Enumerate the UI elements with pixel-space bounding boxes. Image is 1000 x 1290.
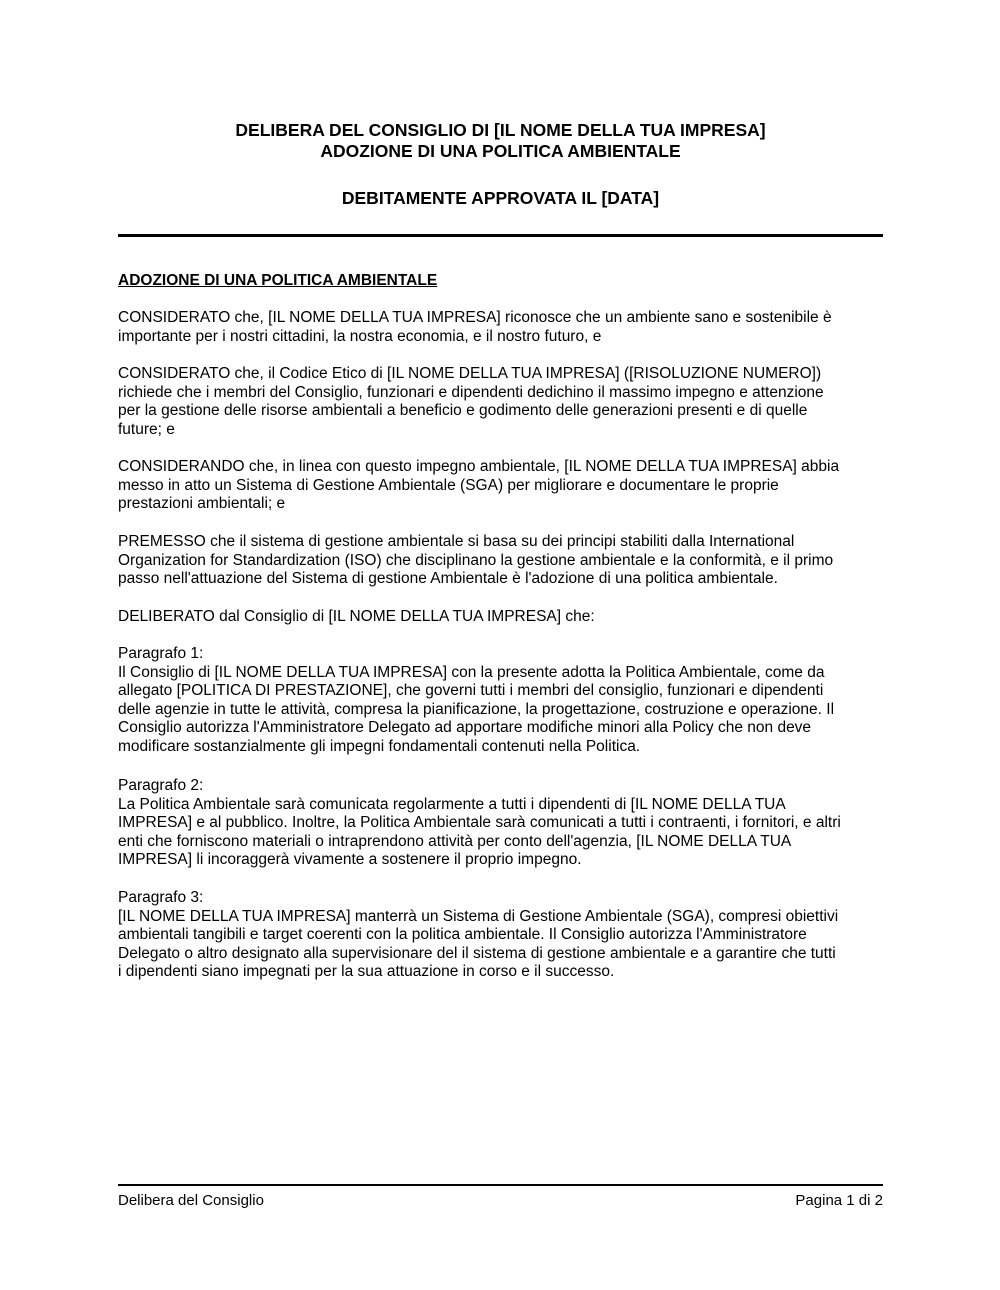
paragraph-premesso	[118, 533, 898, 589]
text-line: Il Consiglio di [IL NOME DELLA TUA IMPRESA] con la presente adotta la Politica Ambientale, come da	[118, 663, 825, 681]
section-heading: ADOZIONE DI UNA POLITICA AMBIENTALE	[118, 272, 438, 289]
text-line: [IL NOME DELLA TUA IMPRESA] manterrà un Sistema di Gestione Ambientale (SGA), compresi obiettivi	[118, 907, 839, 925]
text-line: richiede che i membri del Consiglio, funzionari e dipendenti dedichino il massimo impegno e attenzione	[118, 383, 824, 401]
text-line: passo nell'attuazione del Sistema di gestione Ambientale è l'adozione di una politica ambientale.	[118, 570, 778, 588]
text-line: future; e	[118, 420, 175, 438]
text-line: importante per i nostri cittadini, la nostra economia, e il nostro futuro, e	[118, 327, 602, 345]
text-line: CONSIDERATO che, il Codice Etico di [IL NOME DELLA TUA IMPRESA] ([RISOLUZIONE NUMERO])	[118, 365, 822, 382]
paragraph-label: Paragrafo 2:	[118, 777, 204, 794]
footer-document-name: Delibera del Consiglio	[118, 1192, 264, 1209]
text-line: Delegato o altro designato alla supervisionare del il sistema di gestione ambientale e a garantire che tutti	[118, 944, 836, 962]
text-line: modificare sostanzialmente gli impegni fondamentali contenuti nella Politica.	[118, 737, 641, 755]
paragraph-considerato-2	[118, 365, 898, 439]
text-line: allegato [POLITICA DI PRESTAZIONE], che governi tutti i membri del consiglio, funzionari e dipendenti	[118, 682, 824, 700]
text-line: La Politica Ambientale sarà comunicata regolarmente a tutti i dipendenti di [IL NOME DELLA TUA	[118, 795, 786, 813]
paragraph-label: Paragrafo 1:	[118, 645, 204, 662]
text-line: PREMESSO che il sistema di gestione ambientale si basa su dei principi stabiliti dalla International	[118, 533, 795, 550]
text-line: CONSIDERATO che, [IL NOME DELLA TUA IMPRESA] riconosce che un ambiente sano e sostenibile è	[118, 309, 832, 326]
text-line: prestazioni ambientali; e	[118, 495, 286, 513]
paragraph-paragrafo-2	[118, 777, 898, 870]
header-divider	[118, 234, 883, 237]
paragraph-deliberato	[118, 608, 898, 627]
document-title-line-2: ADOZIONE DI UNA POLITICA AMBIENTALE	[320, 141, 681, 161]
paragraph-paragrafo-1	[118, 645, 898, 757]
text-line: DELIBERATO dal Consiglio di [IL NOME DELLA TUA IMPRESA] che:	[118, 608, 595, 625]
document-title-line-1: DELIBERA DEL CONSIGLIO DI [IL NOME DELLA TUA IMPRESA]	[235, 120, 766, 140]
text-line: Consiglio autorizza l'Amministratore Delegato ad apportare modifiche minori alla Policy che non deve	[118, 719, 812, 737]
text-line: ambientali tangibili e target coerenti con la politica ambientale. Il Consiglio autorizza l'Amministratore	[118, 926, 807, 944]
text-line: delle agenzie in tutte le attività, compresa la pianificazione, la progettazione, costruzione e operazione. Il	[118, 700, 835, 718]
text-line: CONSIDERANDO che, in linea con questo impegno ambientale, [IL NOME DELLA TUA IMPRESA] abbia	[118, 458, 840, 475]
footer-divider	[118, 1184, 883, 1186]
text-line: IMPRESA] e al pubblico. Inoltre, la Politica Ambientale sarà comunicati a tutti i contraenti, i fornitori, e altri	[118, 814, 841, 832]
text-line: enti che forniscono materiali o intraprendono attività per conto dell'agenzia, [IL NOME DELLA TUA	[118, 832, 792, 850]
footer-page-number: Pagina 1 di 2	[795, 1192, 883, 1209]
approval-date-line: DEBITAMENTE APPROVATA IL [DATA]	[341, 188, 660, 208]
paragraph-paragrafo-3	[118, 889, 898, 982]
text-line: Organization for Standardization (ISO) che disciplinano la gestione ambientale e la conformità, e il primo	[118, 551, 834, 569]
text-line: messo in atto un Sistema di Gestione Ambientale (SGA) per migliorare e documentare le proprie	[118, 476, 779, 494]
paragraph-considerando	[118, 458, 898, 514]
text-line: i dipendenti siano impegnati per la sua attuazione in corso e il successo.	[118, 963, 615, 981]
paragraph-label: Paragrafo 3:	[118, 889, 204, 906]
text-line: IMPRESA] li incoraggerà vivamente a sostenere il proprio impegno.	[118, 851, 582, 869]
text-line: per la gestione delle risorse ambientali a beneficio e godimento delle generazioni presenti e di quelle	[118, 402, 808, 420]
paragraph-considerato-1	[118, 309, 898, 346]
